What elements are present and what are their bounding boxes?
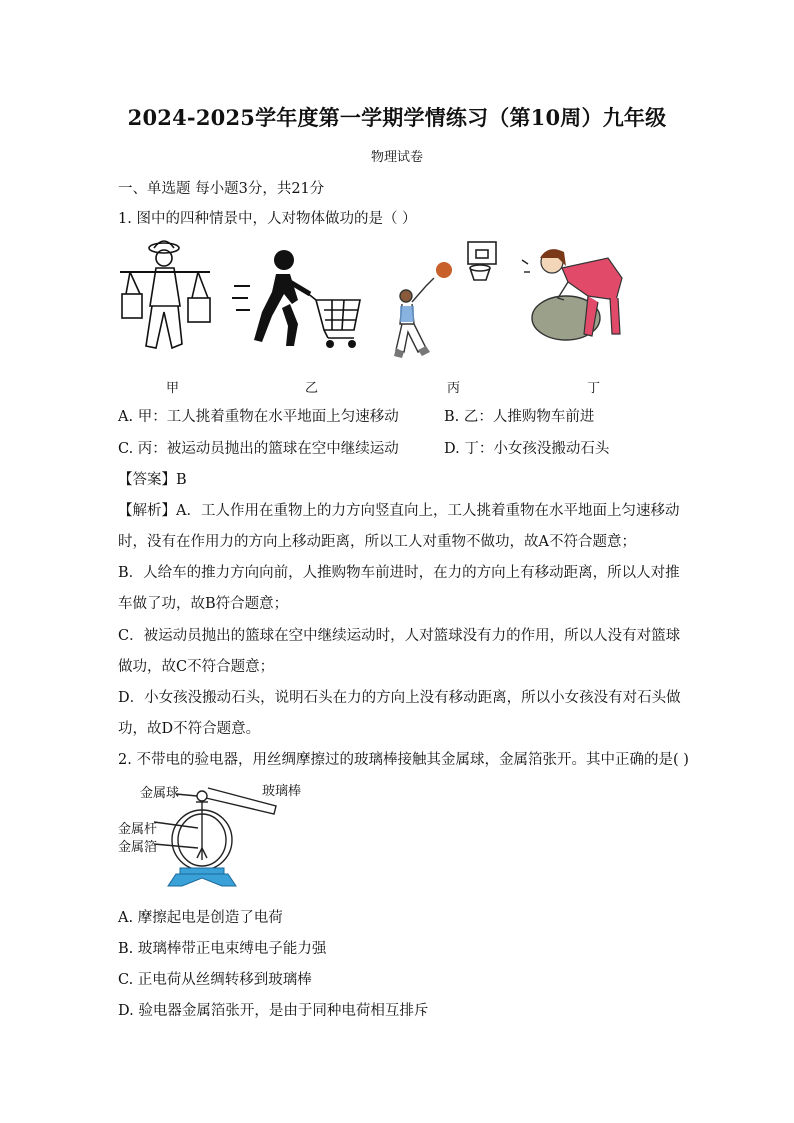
cart-illustration [232, 246, 364, 352]
section-heading: 一、单选题 每小题3分，共21分 [118, 181, 325, 197]
worker-illustration [120, 236, 215, 356]
page-title: 2024-2025学年度第一学期学情练习（第10周）九年级 [127, 105, 667, 130]
girl-rock-illustration [518, 238, 634, 348]
label-metal-foil: 金属箔 [118, 840, 158, 855]
label-metal-ball: 金属球 [140, 786, 180, 801]
q1-option-d: D. 丁：小女孩没搬动石头 [444, 441, 610, 457]
label-glass-rod: 玻璃棒 [262, 784, 302, 799]
analysis-line: 车做了功，故B符合题意； [118, 596, 289, 612]
q1-stem: 1. 图中的四种情景中，人对物体做功的是（ ） [118, 211, 417, 227]
analysis-line: 时，没有在作用力的方向上移动距离，所以工人对重物不做功，故A不符合题意； [118, 534, 636, 550]
q1-option-a: A. 甲：工人挑着重物在水平地面上匀速移动 [118, 409, 399, 425]
q2-option-d: D. 验电器金属箔张开，是由于同种电荷相互排斥 [118, 1003, 429, 1019]
analysis-line: C．被运动员抛出的篮球在空中继续运动时，人对篮球没有力的作用，所以人没有对篮球 [118, 628, 681, 644]
label-metal-stem: 金属杆 [118, 822, 158, 837]
analysis-line: 做功，故C不符合题意； [118, 659, 275, 675]
q2-stem: 2. 不带电的验电器，用丝绸摩擦过的玻璃棒接触其金属球，金属箔张开。其中正确的是( ) [118, 752, 689, 768]
caption-bing: 丙 [447, 381, 461, 396]
q1-answer: 【答案】B [118, 472, 187, 488]
basketball-illustration [392, 240, 512, 364]
caption-ding: 丁 [587, 381, 601, 396]
analysis-line: 【解析】A．工人作用在重物上的力方向竖直向上，工人挑着重物在水平地面上匀速移动 [118, 503, 680, 519]
analysis-line: 功，故D不符合题意。 [118, 721, 261, 737]
caption-yi: 乙 [305, 381, 319, 396]
q1-option-c: C. 丙：被运动员抛出的篮球在空中继续运动 [118, 441, 399, 457]
analysis-line: D．小女孩没搬动石头，说明石头在力的方向上没有移动距离，所以小女孩没有对石头做 [118, 690, 681, 706]
page-subtitle: 物理试卷 [370, 150, 423, 165]
q2-option-b: B. 玻璃棒带正电束缚电子能力强 [118, 941, 327, 957]
q2-option-c: C. 正电荷从丝绸转移到玻璃棒 [118, 972, 312, 988]
analysis-line: B．人给车的推力方向向前，人推购物车前进时，在力的方向上有移动距离，所以人对推 [118, 565, 680, 581]
q2-option-a: A. 摩擦起电是创造了电荷 [118, 910, 283, 926]
caption-jia: 甲 [166, 381, 180, 396]
q1-option-b: B. 乙：人推购物车前进 [444, 409, 595, 425]
